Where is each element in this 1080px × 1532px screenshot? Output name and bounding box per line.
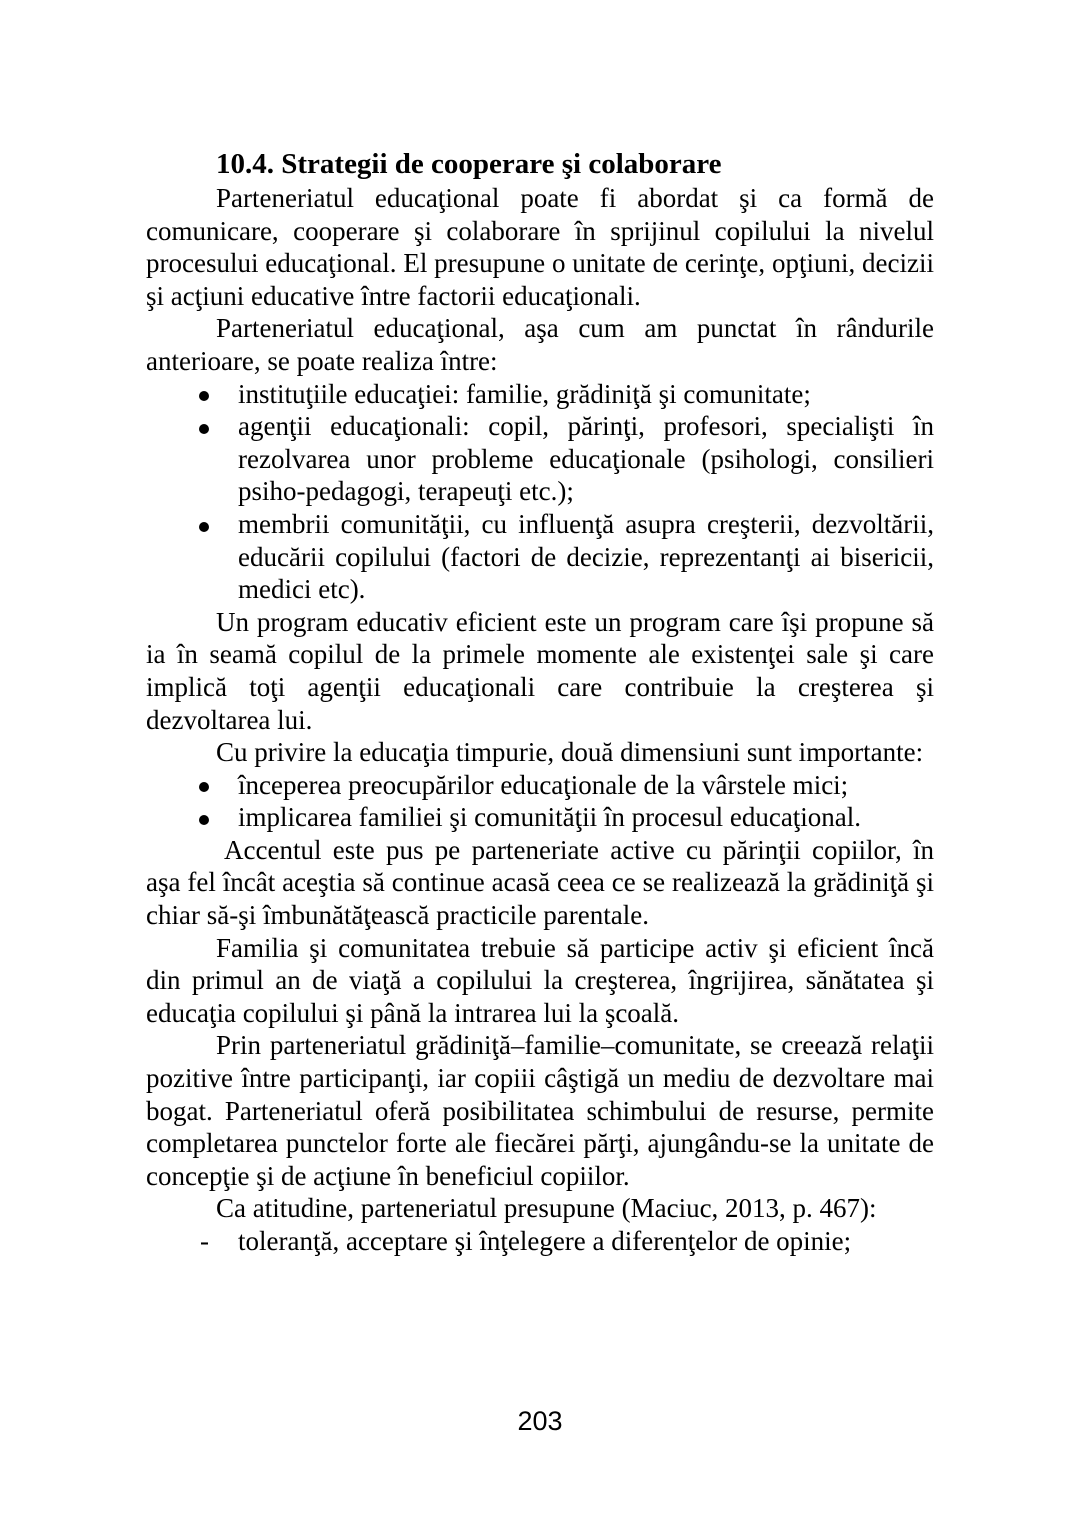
bullet-icon bbox=[196, 378, 212, 411]
paragraph: Cu privire la educaţia timpurie, două dimensiuni sunt importante: bbox=[216, 737, 924, 768]
page-content bbox=[146, 146, 934, 1258]
paragraph: Parteneriatul educaţional poate fi abordat şi ca formă de comunicare, cooperare şi colaborare în sprijinul copilului la nivelul procesului educaţional. El presupune o unitate de cerinţe, opţiuni, decizii şi acţiuni educative între factorii educaţionali. bbox=[146, 183, 934, 311]
list-item bbox=[146, 801, 934, 834]
page-number: 203 bbox=[517, 1406, 563, 1436]
list-item bbox=[146, 1225, 934, 1258]
bullet-icon bbox=[196, 410, 212, 443]
list-item-text: agenţii educaţionali: copil, părinţi, profesori, specialişti în rezolvarea unor probleme educaţionale (psihologi, consilieri psiho-pedagogi, terapeuţi etc.); bbox=[238, 411, 934, 507]
list-item-text: implicarea familiei şi comunităţii în procesul educaţional. bbox=[238, 802, 862, 833]
paragraph: Parteneriatul educaţional, aşa cum am punctat în rândurile anterioare, se poate realiza între: bbox=[146, 313, 934, 376]
list-item-text: începerea preocupărilor educaţionale de la vârstele mici; bbox=[238, 769, 849, 800]
attitudes-list bbox=[146, 1225, 934, 1258]
paragraph: Prin parteneriatul grădiniţă–familie–comunitate, se creează relaţii pozitive între participanţi, iar copiii câştigă un mediu de dezvoltare mai bogat. Parteneriatul oferă posibilitatea schimbului de resurse, permite completarea punctelor forte ale fiecărei părţi, ajungându-se la unitate de concepţie şi de acţiune în beneficiul copiilor. bbox=[146, 1030, 934, 1191]
partners-list bbox=[146, 378, 934, 606]
dash-marker: - bbox=[200, 1226, 209, 1256]
paragraph: Accentul este pus pe parteneriate active cu părinţii copiilor, în aşa fel încât aceştia să continue acasă ceea ce se realizează la grădiniţă şi chiar să-şi îmbunătăţească practicile parentale. bbox=[146, 834, 934, 931]
section-title: 10.4. Strategii de cooperare şi colaborare bbox=[216, 148, 722, 180]
list-item-text: toleranţă, acceptare şi înţelegere a diferenţelor de opinie; bbox=[238, 1226, 852, 1256]
bullet-icon bbox=[196, 801, 212, 834]
list-item-text: instituţiile educaţiei: familie, grădiniţă şi comunitate; bbox=[238, 378, 811, 409]
list-item bbox=[146, 769, 934, 802]
list-item bbox=[146, 410, 934, 508]
list-item-text: membrii comunităţii, cu influenţă asupra creşterii, dezvoltării, educării copilului (factori de decizie, reprezentanţi ai bisericii, medici etc). bbox=[238, 508, 934, 605]
list-item bbox=[146, 378, 934, 411]
bullet-icon bbox=[196, 508, 212, 541]
paragraph: Familia şi comunitatea trebuie să participe activ şi eficient încă din primul an de viaţă a copilului la creşterea, îngrijirea, sănătatea şi educaţia copilului şi până la intrarea lui la şcoală. bbox=[146, 932, 934, 1028]
paragraph: Ca atitudine, parteneriatul presupune (Maciuc, 2013, p. 467): bbox=[216, 1193, 877, 1224]
bullet-icon bbox=[196, 769, 212, 802]
dimensions-list bbox=[146, 769, 934, 834]
list-item bbox=[146, 508, 934, 606]
paragraph: Un program educativ eficient este un program care îşi propune să ia în seamă copilul de la primele momente ale existenţei sale şi care implică toţi agenţii educaţionali care contribuie la creşterea şi dezvoltarea lui. bbox=[146, 606, 934, 735]
